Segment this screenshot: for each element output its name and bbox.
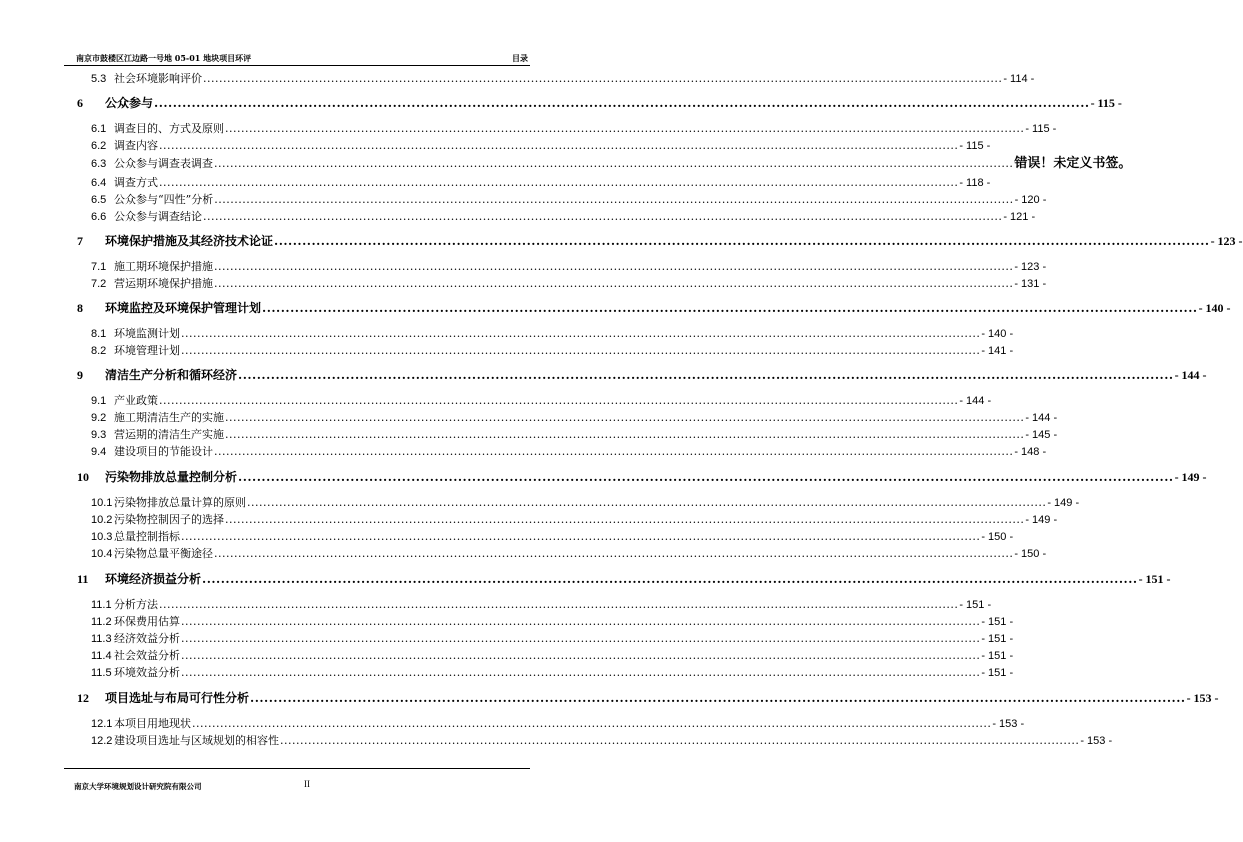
toc-entry-number: 6.5 [91,194,107,206]
toc-leader-dots: ........................................................................................................................................................................................................ [159,176,959,189]
toc-entry-title: 污染物总量平衡途径 [114,547,213,560]
toc-section-entry[interactable] [91,209,1036,224]
toc-entry-number: 11.4 [91,650,112,662]
toc-leader-dots: ........................................................................................................................................................................................................ [247,496,1047,509]
toc-section-entry[interactable] [91,733,1113,748]
toc-entry-error-text: 错误！未定义书签。 [1014,155,1132,170]
toc-entry-page: - 114 - [1003,73,1035,85]
toc-entry-page: - 123 - [1210,234,1243,248]
toc-chapter-entry[interactable] [77,367,1207,384]
toc-entry-page: - 145 - [1025,429,1058,441]
toc-section-entry[interactable] [91,192,1047,207]
toc-leader-dots: ........................................................................................................................................................................................................ [250,691,1186,705]
toc-entry-title: 建设项目的节能设计 [114,445,213,458]
toc-entry-number: 6.2 [91,140,107,152]
toc-entry-title: 分析方法 [114,598,158,611]
toc-leader-dots: ........................................................................................................................................................................................................ [225,513,1025,526]
toc-entry-title: 清洁生产分析和循环经济 [105,368,238,382]
toc-entry-page: - 150 - [1014,548,1047,560]
toc-entry-title: 公众参与“四性”分析 [114,193,214,206]
toc-entry-page: - 153 - [992,718,1025,730]
toc-section-entry[interactable] [91,512,1058,527]
toc-leader-dots: ........................................................................................................................................................................................................ [181,344,981,357]
toc-entry-number: 11 [77,572,89,586]
toc-section-entry[interactable] [91,175,991,190]
toc-section-entry[interactable] [91,138,991,153]
toc-leader-dots: ........................................................................................................................................................................................................ [214,193,1014,206]
toc-leader-dots: ........................................................................................................................................................................................................ [238,368,1174,382]
toc-leader-dots: ........................................................................................................................................................................................................ [214,547,1014,560]
toc-leader-dots: ........................................................................................................................................................................................................ [214,157,1014,170]
toc-entry-page: - 141 - [981,345,1014,357]
toc-leader-dots: ........................................................................................................................................................................................................ [181,327,981,340]
toc-leader-dots: ........................................................................................................................................................................................................ [214,260,1014,273]
toc-entry-page: - 144 - [1025,412,1058,424]
toc-leader-dots: ........................................................................................................................................................................................................ [181,666,981,679]
toc-leader-dots: ........................................................................................................................................................................................................ [159,598,959,611]
toc-section-entry[interactable] [91,614,1014,629]
toc-section-entry[interactable] [91,665,1014,680]
toc-entry-number: 11.1 [91,599,112,611]
toc-leader-dots: ........................................................................................................................................................................................................ [238,470,1174,484]
toc-entry-page: - 118 - [959,177,991,189]
toc-entry-number: 12.1 [91,718,113,730]
toc-section-entry[interactable] [91,495,1080,510]
toc-entry-number: 11.3 [91,633,112,645]
toc-entry-number: 9 [77,368,83,382]
toc-entry-title: 施工期清洁生产的实施 [114,411,224,424]
toc-entry-title: 环境经济损益分析 [105,572,202,586]
toc-entry-number: 6.3 [91,158,107,170]
toc-entry-number: 7.2 [91,278,107,290]
toc-leader-dots: ........................................................................................................................................................................................................ [181,615,981,628]
toc-entry-title: 项目选址与布局可行性分析 [105,691,250,705]
toc-entry-title: 社会效益分析 [114,649,180,662]
toc-entry-number: 10.3 [91,531,113,543]
toc-entry-title: 调查方式 [114,176,158,189]
page-footer [64,768,530,791]
header-document-title: 南京市鼓楼区江边路一号地 05-01 地块项目环评 [76,53,252,63]
toc-entry-title: 环境管理计划 [114,344,180,357]
toc-section-entry[interactable] [91,121,1057,136]
toc-entry-number: 7 [77,234,83,248]
toc-entry-page: - 151 - [981,667,1014,679]
toc-entry-page: - 120 - [1014,194,1047,206]
toc-chapter-entry[interactable] [77,571,1171,588]
toc-entry-number: 6.4 [91,177,107,189]
footer-page-number: II [304,779,310,789]
toc-entry-title: 污染物排放总量计算的原则 [114,496,246,509]
toc-entry-title: 调查内容 [114,139,158,152]
toc-entry-page: - 150 - [981,531,1014,543]
toc-entry-title: 产业政策 [114,394,158,407]
toc-entry-number: 8.2 [91,345,107,357]
toc-entry-page: - 149 - [1025,514,1058,526]
toc-chapter-entry[interactable] [77,690,1219,707]
toc-entry-title: 污染物排放总量控制分析 [105,470,238,484]
toc-entry-number: 8 [77,301,83,315]
toc-entry-number: 12.2 [91,735,113,747]
toc-entry-title: 总量控制指标 [114,530,180,543]
toc-section-entry[interactable] [91,529,1014,544]
toc-entry-page: - 151 - [981,650,1014,662]
toc-section-entry[interactable] [91,410,1058,425]
toc-entry-page: - 131 - [1014,278,1047,290]
toc-entry-number: 6 [77,96,83,110]
toc-section-entry[interactable] [91,631,1014,646]
toc-leader-dots: ........................................................................................................................................................................................................ [159,139,959,152]
toc-leader-dots: ........................................................................................................................................................................................................ [154,96,1090,110]
toc-entry-number: 11.2 [91,616,112,628]
toc-entry-title: 环境监测计划 [114,327,180,340]
toc-entry-page: - 151 - [959,599,992,611]
toc-section-entry[interactable] [91,259,1047,274]
toc-leader-dots: ........................................................................................................................................................................................................ [203,210,1003,223]
toc-entry-number: 9.3 [91,429,107,441]
toc-leader-dots: ........................................................................................................................................................................................................ [203,72,1003,85]
toc-section-entry[interactable] [91,276,1047,291]
toc-entry-title: 营运期的清洁生产实施 [114,428,224,441]
toc-leader-dots: ........................................................................................................................................................................................................ [225,122,1025,135]
toc-entry-number: 7.1 [91,261,107,273]
toc-leader-dots: ........................................................................................................................................................................................................ [214,445,1014,458]
toc-chapter-entry[interactable] [77,469,1207,486]
toc-entry-page: - 115 - [1090,96,1122,110]
toc-entry-page: - 153 - [1186,691,1219,705]
toc-entry-number: 12 [77,691,89,705]
toc-leader-dots: ........................................................................................................................................................................................................ [181,530,981,543]
toc-entry-title: 本项目用地现状 [114,717,191,730]
toc-entry-page: - 151 - [1138,572,1171,586]
toc-entry-title: 社会环境影响评价 [114,72,202,85]
toc-entry-page: - 115 - [1025,123,1057,135]
toc-entry-page: - 115 - [959,140,991,152]
toc-entry-page: - 148 - [1014,446,1047,458]
toc-entry-title: 经济效益分析 [114,632,180,645]
toc-section-entry[interactable] [91,716,1025,731]
toc-leader-dots: ........................................................................................................................................................................................................ [280,734,1080,747]
toc-entry-page: - 149 - [1047,497,1080,509]
toc-entry-number: 11.5 [91,667,112,679]
toc-entry-number: 9.2 [91,412,107,424]
toc-section-entry[interactable] [91,155,1132,170]
toc-entry-page: - 153 - [1080,735,1113,747]
toc-section-entry[interactable] [91,393,992,408]
toc-leader-dots: ........................................................................................................................................................................................................ [202,572,1138,586]
toc-leader-dots: ........................................................................................................................................................................................................ [181,632,981,645]
toc-section-entry[interactable] [91,343,1014,358]
toc-entry-page: - 149 - [1174,470,1207,484]
toc-entry-page: - 151 - [981,616,1014,628]
toc-leader-dots: ........................................................................................................................................................................................................ [159,394,959,407]
toc-leader-dots: ........................................................................................................................................................................................................ [262,301,1198,315]
toc-entry-title: 施工期环境保护措施 [114,260,213,273]
toc-entry-title: 公众参与调查表调查 [114,157,213,170]
footer-organization: 南京大学环境规划设计研究院有限公司 [74,782,202,791]
toc-chapter-entry[interactable] [77,300,1231,317]
toc-chapter-entry[interactable] [77,95,1122,112]
toc-entry-page: - 123 - [1014,261,1047,273]
toc-entry-page: - 140 - [1198,301,1231,315]
toc-section-entry[interactable] [91,444,1047,459]
toc-entry-number: 8.1 [91,328,107,340]
toc-entry-number: 9.1 [91,395,107,407]
toc-entry-page: - 140 - [981,328,1014,340]
toc-entry-title: 环境保护措施及其经济技术论证 [105,234,274,248]
toc-entry-number: 9.4 [91,446,107,458]
toc-entry-title: 环保费用估算 [114,615,180,628]
toc-entry-page: - 144 - [959,395,992,407]
toc-entry-page: - 144 - [1174,368,1207,382]
toc-section-entry[interactable] [91,71,1035,86]
toc-entry-number: 6.1 [91,123,107,135]
toc-entry-number: 5.3 [91,73,107,85]
toc-entry-title: 环境监控及环境保护管理计划 [105,301,262,315]
toc-leader-dots: ........................................................................................................................................................................................................ [214,277,1014,290]
toc-leader-dots: ........................................................................................................................................................................................................ [274,234,1210,248]
toc-section-entry[interactable] [91,648,1014,663]
toc-entry-page: - 151 - [981,633,1014,645]
toc-leader-dots: ........................................................................................................................................................................................................ [225,411,1025,424]
toc-entry-title: 营运期环境保护措施 [114,277,213,290]
toc-section-entry[interactable] [91,597,992,612]
toc-entry-number: 10.4 [91,548,113,560]
toc-entry-title: 建设项目选址与区域规划的相容性 [114,734,279,747]
toc-entry-title: 公众参与调查结论 [114,210,202,223]
toc-entry-title: 污染物控制因子的选择 [114,513,224,526]
toc-entry-number: 6.6 [91,211,107,223]
toc-chapter-entry[interactable] [77,233,1243,250]
toc-entry-number: 10.2 [91,514,113,526]
toc-entry-title: 调查目的、方式及原则 [114,122,224,135]
toc-leader-dots: ........................................................................................................................................................................................................ [181,649,981,662]
toc-section-entry[interactable] [91,546,1047,561]
header-section-label: 目录 [512,53,528,63]
toc-leader-dots: ........................................................................................................................................................................................................ [225,428,1025,441]
toc-entry-number: 10.1 [91,497,113,509]
toc-entry-title: 环境效益分析 [114,666,180,679]
toc-section-entry[interactable] [91,326,1014,341]
toc-entry-page: - 121 - [1003,211,1036,223]
toc-entry-number: 10 [77,470,89,484]
toc-leader-dots: ........................................................................................................................................................................................................ [192,717,992,730]
toc-section-entry[interactable] [91,427,1058,442]
toc-entry-title: 公众参与 [105,96,154,110]
